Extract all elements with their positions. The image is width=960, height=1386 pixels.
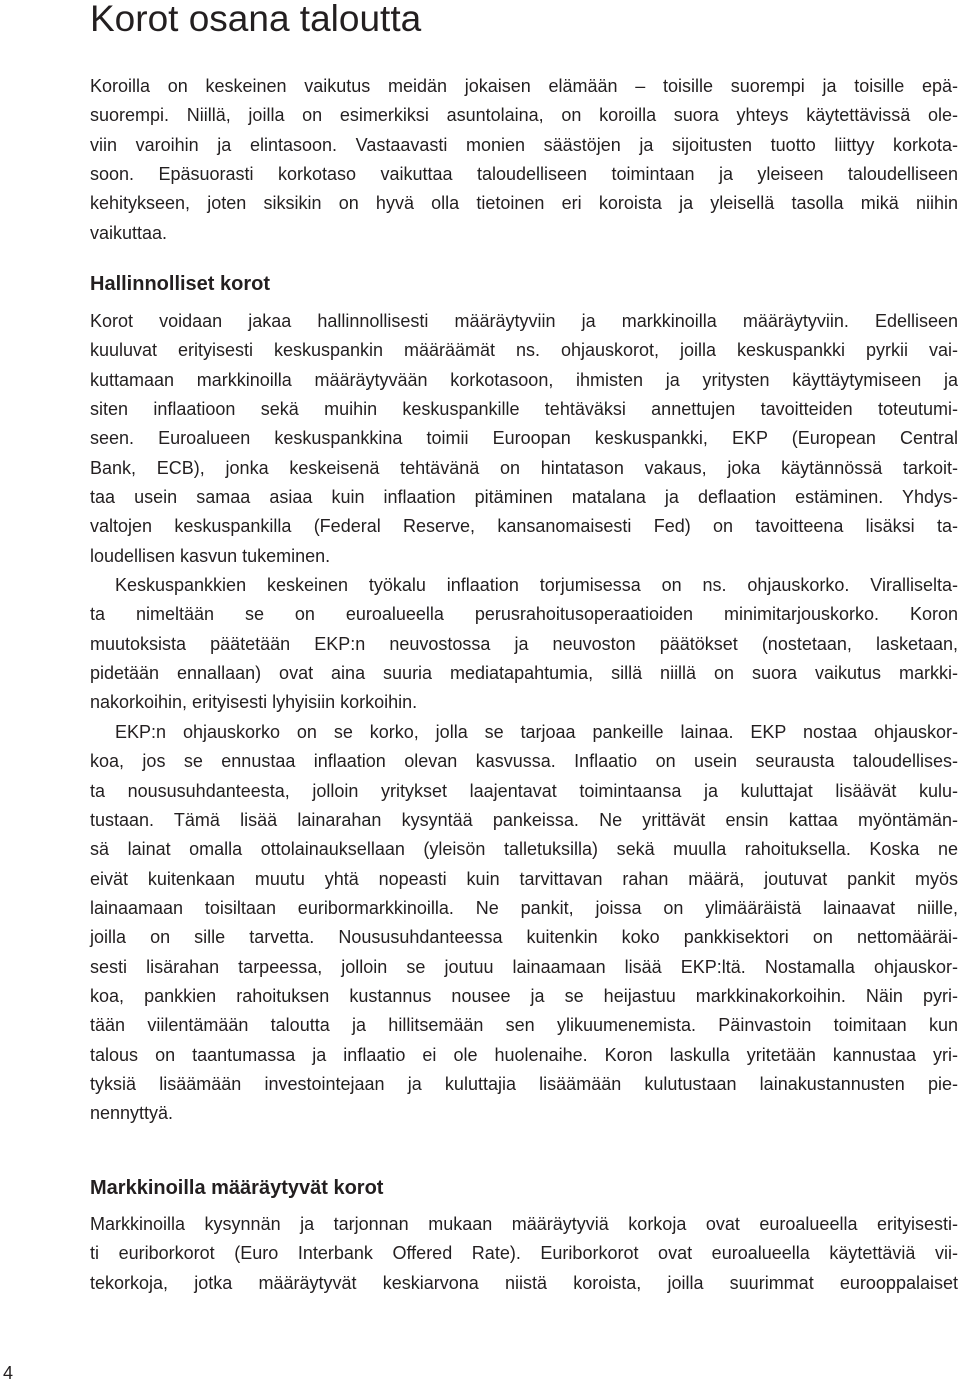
text-line: kuuluvat erityisesti keskuspankin määräämät ns. ohjauskorot, joilla keskuspankki pyrkii vai- [90, 340, 958, 361]
text-line: ta nimeltään se on euroalueella perusrahoitusoperaatioiden minimitarjouskorko. Koron [90, 604, 958, 625]
text-line: Keskuspankkien keskeinen työkalu inflaation torjumisessa on ns. ohjauskorko. Viralliselta- [115, 575, 958, 596]
text-line: tyksiä lisäämään investointejaan ja kuluttajia lisäämään kulutustaan lainakustannusten pie- [90, 1073, 958, 1094]
text-line: sesti lisärahan tarpeessa, jolloin se joutuu lainaamaan lisää EKP:ltä. Nostamalla ohjauskor- [90, 956, 958, 977]
text-line: tään viilentämään taloutta ja hillitsemään sen ylikuumenemista. Päinvastoin toimitaan kun [90, 1015, 958, 1036]
text-line: viin varoihin ja elintasoon. Vastaavasti monien säästöjen ja sijoitusten tuotto liittyy korkota- [90, 134, 958, 155]
text-line: kehitykseen, joten siksikin on hyvä olla tietoinen eri koroista ja yleisellä tasolla mikä niihin [90, 193, 958, 214]
text-line: lainaamaan toisiltaan euribormarkkinoilla. Ne pankit, joissa on ylimääräistä lainaavat niille, [90, 897, 958, 918]
text-line: Markkinoilla kysynnän ja tarjonnan mukaan määräytyviä korkoja ovat euroalueella erityisesti- [90, 1214, 958, 1234]
intro-paragraph [90, 72, 958, 248]
text-line: kuttamaan markkinoilla määräytyvään korkotasoon, ihmisten ja yritysten käyttäytymiseen ja [90, 369, 958, 390]
text-line: nakorkoihin, erityisesti lyhyisiin korkoihin. [90, 692, 418, 713]
text-line: Koroilla on keskeinen vaikutus meidän jokaisen elämään – toisille suorempi ja toisille epä- [90, 76, 958, 96]
text-line: Korot voidaan jakaa hallinnollisesti määräytyviin ja markkinoilla määräytyviin. Edelliseen [90, 311, 958, 331]
text-line: talous on taantumassa ja inflaatio ei ole huolenaihe. Koron laskulla yritetään kannustaa yri- [90, 1044, 958, 1065]
section-body-markkinoilla [90, 1210, 958, 1298]
section-heading-markkinoilla: Markkinoilla määräytyvät korot [90, 1177, 384, 1199]
text-line: koa, pankkien rahoituksen kustannus nousee ja se heijastuu markkinakorkoihin. Näin pyri- [90, 985, 958, 1006]
page-title: Korot osana taloutta [90, 0, 422, 39]
text-line: suorempi. Niillä, joilla on esimerkiksi asuntolaina, on koroilla suora yhteys käytettävissä ole- [90, 105, 958, 126]
text-line: ta noususuhdanteesta, jolloin yritykset laajentavat toimintaansa ja kuluttajat lisäävät kulu- [90, 780, 958, 801]
text-line: ti euriborkorot (Euro Interbank Offered Rate). Euriborkorot ovat euroalueella käytettäviä vii- [90, 1243, 958, 1264]
text-line: soon. Epäsuorasti korkotaso vaikuttaa taloudelliseen toimintaan ja yleiseen taloudelliseen [90, 164, 958, 185]
text-line: tekorkoja, jotka määräytyvät keskiarvona niistä koroista, joilla suurimmat eurooppalaiset [90, 1272, 958, 1293]
text-line: Bank, ECB), jonka keskeisenä tehtävänä on hintatason vakaus, joka käytännössä tarkoit- [90, 457, 958, 478]
text-line: nennyttyä. [90, 1103, 174, 1124]
text-line: siten inflaatioon sekä muihin keskuspankille tehtäväksi annettujen tavoitteiden toteutumi- [90, 399, 958, 420]
text-line: pidetään ennallaan) ovat aina suuria mediatapahtumia, sillä niillä on suora vaikutus markki- [90, 663, 958, 684]
text-line: vaikuttaa. [90, 222, 168, 243]
text-line: loudellisen kasvun tukeminen. [90, 545, 331, 566]
section-body-hallinnolliset [90, 307, 958, 1129]
text-line: koa, jos se ennustaa inflaation olevan kasvussa. Inflaatio on usein seurausta taloudellises- [90, 751, 958, 772]
text-line: EKP:n ohjauskorko on se korko, jolla se tarjoaa pankeille lainaa. EKP nostaa ohjauskor- [115, 721, 958, 742]
text-line: eivät kuitenkaan muutu yhtä nopeasti kuin tarvittavan rahan määrä, joutuvat pankit myös [90, 868, 958, 889]
section-heading-hallinnolliset: Hallinnolliset korot [90, 273, 271, 295]
text-line: tustaan. Tämä lisää lainarahan kysyntää pankeissa. Ne yrittävät ensin kattaa myöntämän- [90, 809, 958, 830]
text-line: valtojen keskuspankilla (Federal Reserve, kansanomaisesti Fed) on tavoitteena lisäksi ta- [90, 516, 958, 537]
text-line: taa usein samaa asiaa kuin inflaation pitäminen matalana ja deflaation estäminen. Yhdys- [90, 487, 958, 508]
text-line: sä lainat omalla ottolainauksellaan (yleisön talletuksilla) sekä muulla rahoituksella. Koska ne [90, 839, 958, 860]
text-line: seen. Euroalueen keskuspankkina toimii Euroopan keskuspankki, EKP (European Central [90, 428, 958, 449]
text-line: joilla on sille tarvetta. Noususuhdanteessa kuitenkin koko pankkisektori on nettomääräi- [90, 927, 958, 948]
text-line: muutoksista päätetään EKP:n neuvostossa ja neuvoston päätökset (nostetaan, lasketaan, [90, 633, 958, 654]
page-number: 4 [3, 1363, 14, 1383]
